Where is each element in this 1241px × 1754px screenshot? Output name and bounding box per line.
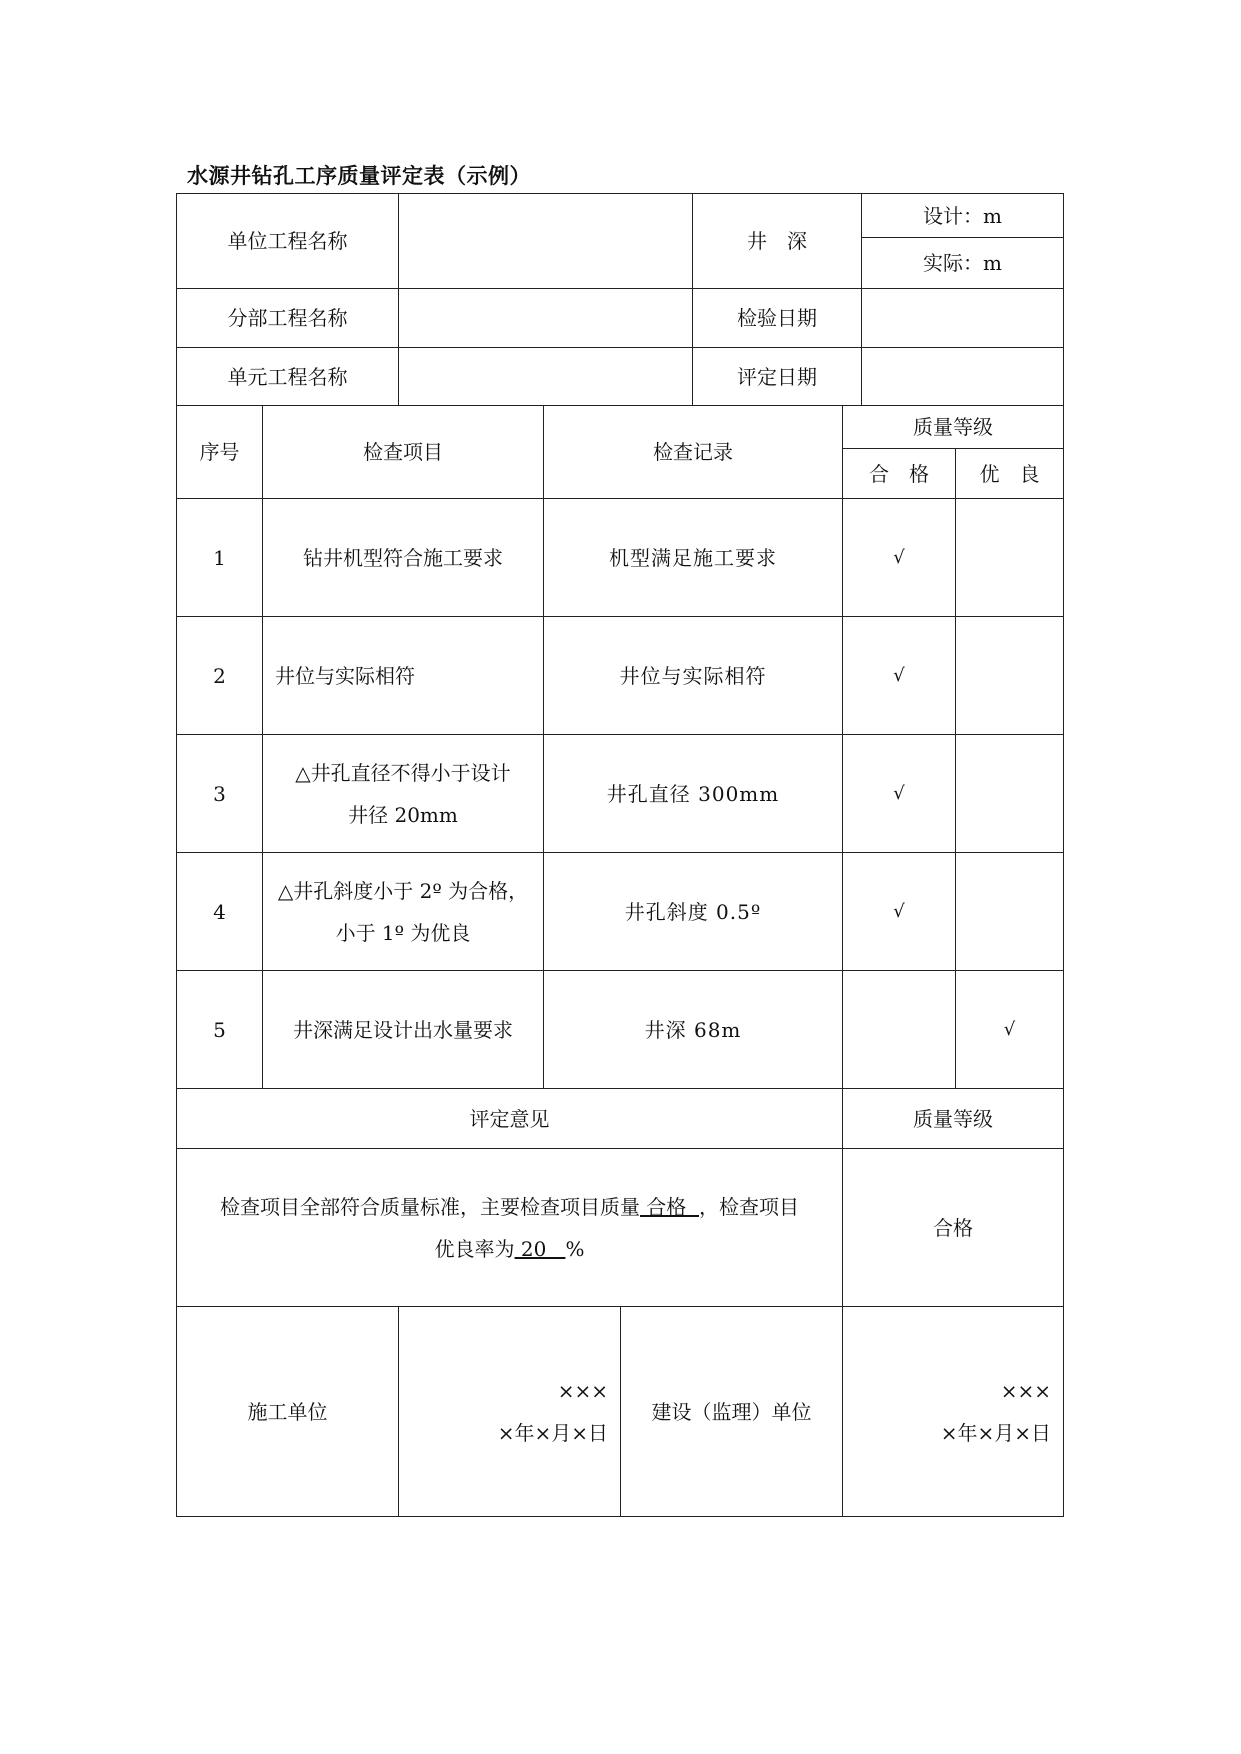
item-pass-check: √ bbox=[843, 735, 956, 853]
evaluation-table bbox=[176, 1088, 1064, 1307]
evaluation-date-value bbox=[862, 348, 1064, 406]
element-label: 单元工程名称 bbox=[177, 348, 399, 406]
well-depth-label: 井 深 bbox=[693, 194, 862, 289]
item-record: 井深 68m bbox=[544, 971, 843, 1089]
col-header-pass: 合 格 bbox=[843, 449, 956, 499]
evaluation-date-label: 评定日期 bbox=[693, 348, 862, 406]
col-header-grade: 质量等级 bbox=[843, 406, 1064, 449]
item-no: 3 bbox=[177, 735, 263, 853]
item-description: 钻井机型符合施工要求 bbox=[263, 499, 544, 617]
division-value bbox=[399, 289, 693, 348]
col-header-excellent: 优 良 bbox=[956, 449, 1064, 499]
item-record: 井位与实际相符 bbox=[544, 617, 843, 735]
construction-signature: ××× ×年×月×日 bbox=[399, 1307, 621, 1517]
supervision-signature: ××× ×年×月×日 bbox=[843, 1307, 1064, 1517]
item-excellent-check bbox=[956, 499, 1064, 617]
well-depth-cell bbox=[862, 194, 1064, 289]
table-row bbox=[177, 971, 1064, 1089]
col-header-item: 检查项目 bbox=[263, 406, 544, 499]
item-excellent-check: √ bbox=[956, 971, 1064, 1089]
division-label: 分部工程名称 bbox=[177, 289, 399, 348]
col-header-record: 检查记录 bbox=[544, 406, 843, 499]
opinion-label: 评定意见 bbox=[177, 1089, 843, 1149]
table-row bbox=[177, 735, 1064, 853]
construction-unit-label: 施工单位 bbox=[177, 1307, 399, 1517]
excellent-rate-value: 20 bbox=[514, 1236, 566, 1261]
design-depth: 设计：m bbox=[862, 195, 1063, 238]
opinion-text: 检查项目全部符合质量标准，主要检查项目质量 合格 ，检查项目 优良率为 20 % bbox=[177, 1149, 843, 1307]
item-no: 4 bbox=[177, 853, 263, 971]
inspection-date-label: 检验日期 bbox=[693, 289, 862, 348]
inspection-items-table bbox=[176, 405, 1064, 1089]
element-value bbox=[399, 348, 693, 406]
project-info-table bbox=[176, 193, 1064, 406]
item-pass-check: √ bbox=[843, 617, 956, 735]
item-description: 井深满足设计出水量要求 bbox=[263, 971, 544, 1089]
grade-value: 合格 bbox=[843, 1149, 1064, 1307]
table-row bbox=[177, 617, 1064, 735]
main-quality-value: 合格 bbox=[639, 1194, 700, 1219]
item-description: △井孔斜度小于 2º 为合格， 小于 1º 为优良 bbox=[263, 853, 544, 971]
item-excellent-check bbox=[956, 735, 1064, 853]
table-row bbox=[177, 499, 1064, 617]
item-description: 井位与实际相符 bbox=[263, 617, 544, 735]
signature-table bbox=[176, 1306, 1064, 1517]
item-no: 2 bbox=[177, 617, 263, 735]
page-title: 水源井钻孔工序质量评定表（示例） bbox=[187, 164, 531, 188]
item-record: 井孔斜度 0.5º bbox=[544, 853, 843, 971]
item-record: 机型满足施工要求 bbox=[544, 499, 843, 617]
col-header-no: 序号 bbox=[177, 406, 263, 499]
item-description: △井孔直径不得小于设计 井径 20mm bbox=[263, 735, 544, 853]
supervision-unit-label: 建设（监理）单位 bbox=[621, 1307, 843, 1517]
item-pass-check: √ bbox=[843, 499, 956, 617]
item-pass-check bbox=[843, 971, 956, 1089]
table-row bbox=[177, 853, 1064, 971]
inspection-date-value bbox=[862, 289, 1064, 348]
unit-project-value bbox=[399, 194, 693, 289]
grade-label: 质量等级 bbox=[843, 1089, 1064, 1149]
well-depth-subtable bbox=[862, 195, 1063, 288]
unit-project-label: 单位工程名称 bbox=[177, 194, 399, 289]
item-excellent-check bbox=[956, 853, 1064, 971]
item-no: 5 bbox=[177, 971, 263, 1089]
actual-depth: 实际：m bbox=[923, 250, 1002, 275]
item-no: 1 bbox=[177, 499, 263, 617]
item-record: 井孔直径 300mm bbox=[544, 735, 843, 853]
item-excellent-check bbox=[956, 617, 1064, 735]
item-pass-check: √ bbox=[843, 853, 956, 971]
